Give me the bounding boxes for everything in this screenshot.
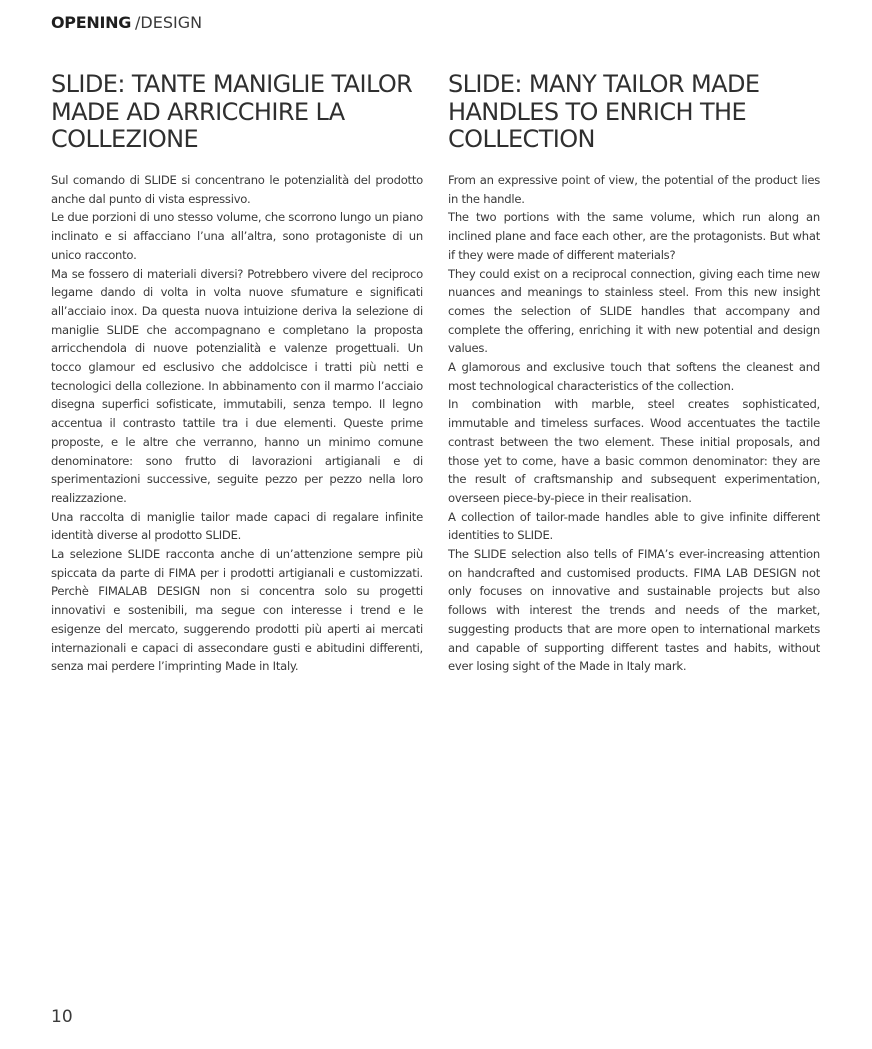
english-body [448,171,820,676]
english-paragraph: A glamorous and exclusive touch that softens the cleanest and most technological characteristics of the collection. [448,360,820,393]
english-paragraph: The two portions with the same volume, which run along an inclined plane and face each other, are the protagonists. But what if they were made of different materials? [448,210,820,262]
section-header [51,13,202,33]
english-paragraph: From an expressive point of view, the potential of the product lies in the handle. [448,173,820,206]
italian-column [51,71,423,676]
english-column [448,71,820,676]
page-number: 10 [51,1007,73,1027]
english-paragraph: The SLIDE selection also tells of FIMA’s ever-increasing attention on handcrafted and customised products. FIMA LAB DESIGN not only focuses on innovative and sustainable projects but also follows with interest the trends and needs of the market, suggesting products that are more open to international markets and capable of supporting different tastes and habits, without ever losing sight of the Made in Italy mark. [448,547,820,674]
italian-paragraph: Sul comando di SLIDE si concentrano le potenzialità del prodotto anche dal punto di vista espressivo. [51,173,423,206]
italian-paragraph: Una raccolta di maniglie tailor made capaci di regalare infinite identità diverse al prodotto SLIDE. [51,509,423,543]
english-paragraph: They could exist on a reciprocal connection, giving each time new nuances and meanings to stainless steel. From this new insight comes the selection of SLIDE handles that accompany and complete the offering, enriching it with new potential and design values. [448,266,820,356]
italian-title: SLIDE: TANTE MANIGLIE TAILOR MADE AD ARRICCHIRE LA COLLEZIONE [51,70,413,153]
italian-paragraph: Le due porzioni di uno stesso volume, che scorrono lungo un piano inclinato e si affacciano l’una all’altra, sono protagoniste di un unico racconto. [51,210,423,262]
italian-paragraph: La selezione SLIDE racconta anche di un’attenzione sempre più spiccata da parte di FIMA per i prodotti artigianali e customizzati. Perchè FIMALAB DESIGN non si concentra solo su progetti innovativi e sostenibili, ma segue con interesse i trend e le esigenze del mercato, suggerendo prodotti più aperti ai mercati internazionali e capaci di assecondare gusti e abitudini differenti, senza mai perdere l’imprinting Made in Italy. [51,547,423,674]
english-title: SLIDE: MANY TAILOR MADE HANDLES TO ENRICH THE COLLECTION [448,70,760,153]
section-label: OPENING [51,13,132,32]
italian-body [51,171,423,676]
subsection-label: /DESIGN [135,13,203,32]
english-paragraph: In combination with marble, steel creates sophisticated, immutable and timeless surfaces. Wood accentuates the tactile contrast between the two element. These initial proposals, and those yet to come, have a basic common denominator: they are the result of craftsmanship and subsequent experimentation, overseen piece-by-piece in their realisation. [448,397,820,505]
english-paragraph: A collection of tailor-made handles able to give infinite different identities to SLIDE. [448,509,820,543]
italian-paragraph: Ma se fossero di materiali diversi? Potrebbero vivere del reciproco legame dando di volta in volta nuove sfumature e significati all’acciaio inox. Da questa nuova intuizione deriva la selezione di maniglie SLIDE che accompagnano e completano la proposta arricchendola di nuove potenzialità e valenze progettuali. Un tocco glamour ed esclusivo che addolcisce i tratti più netti e tecnologici della collezione. In abbinamento con il marmo l’acciaio disegna superfici sofisticate, immutabili, senza tempo. Il legno accentua il contrasto tattile tra i due elementi. Queste prime proposte, e le altre che verranno, hanno un minimo comune denominatore: sono frutto di lavorazioni artigianali e di sperimentazioni successive, seguite pezzo per pezzo nella loro realizzazione. [51,266,423,505]
